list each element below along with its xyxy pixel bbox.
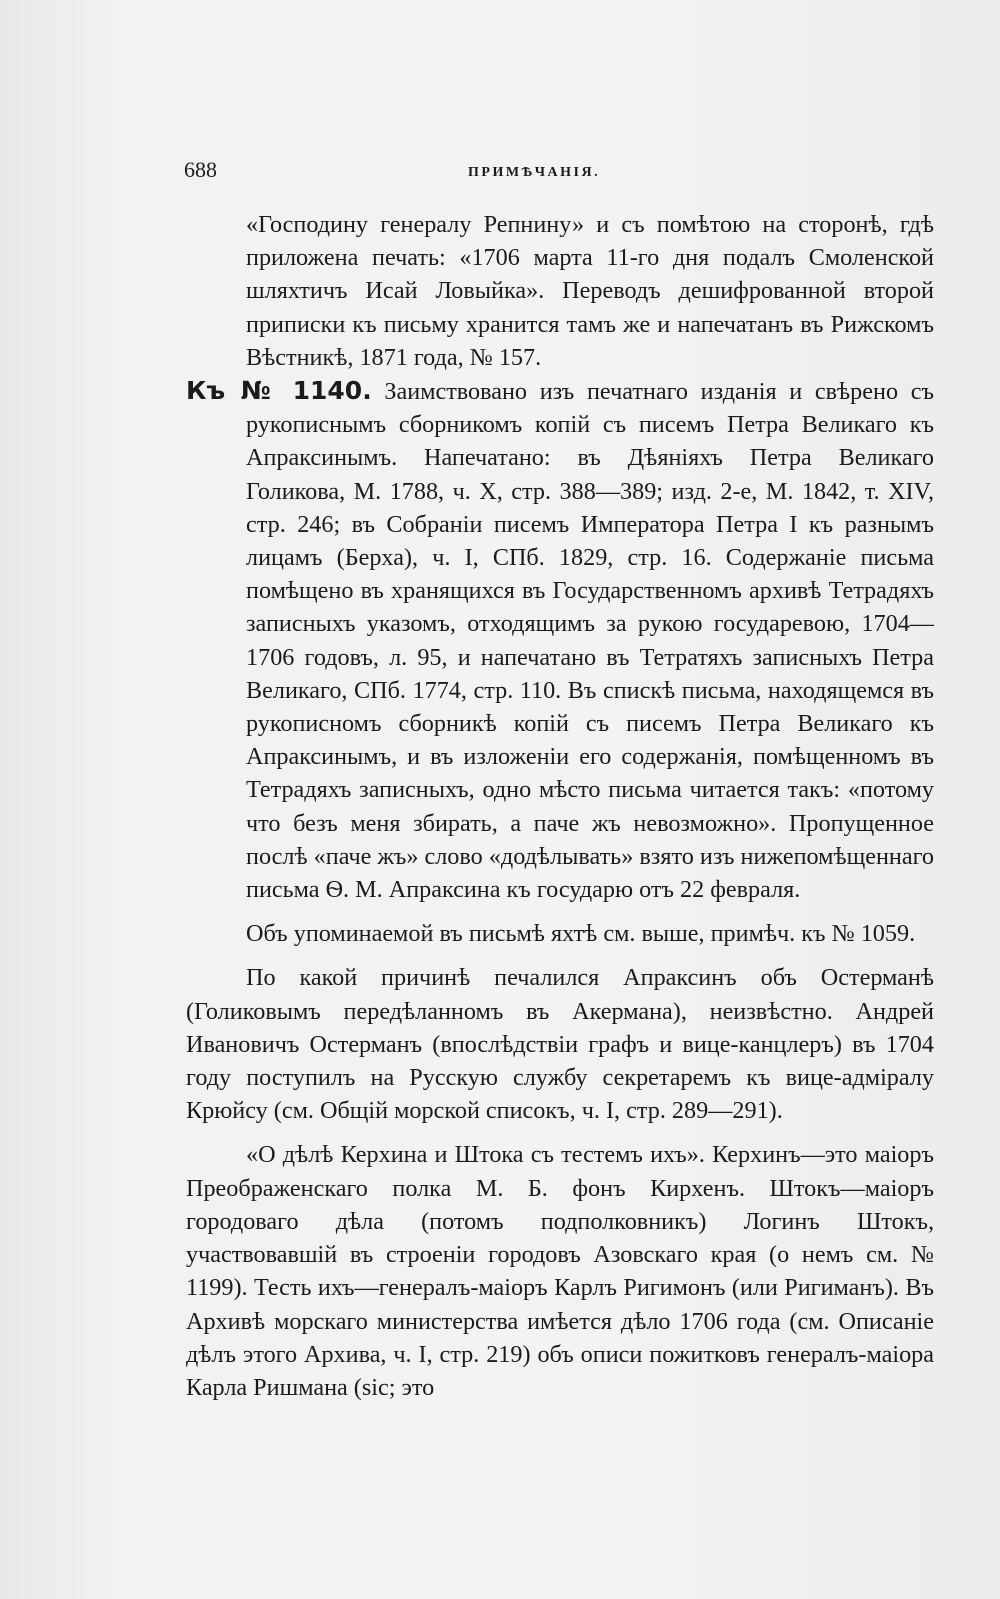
paragraph-text: По какой причинѣ печалился Апраксинъ объ Остерманѣ (Голиковымъ передѣланномъ въ Акермана), неизвѣстно. Андрей Ивановичъ Остерманъ (впослѣдствіи графъ и вице-канцлеръ) въ 1704 году поступилъ на Русскую службу секретаремъ къ вице-адміралу Крюйсу (см. Общій морской списокъ, ч. I, стр. 289—291). (186, 964, 934, 1125)
paragraph (186, 917, 934, 950)
body-text (186, 208, 934, 1404)
paragraph-text: «Господину генералу Репнину» и съ помѣтою на сторонѣ, гдѣ приложена печать: «1706 марта 11-го дня подалъ Смоленской шляхтичъ Исай Ловыйка». Переводъ дешифрованной второй приписки къ письму хранится тамъ же и напечатанъ въ Рижскомъ Вѣстникѣ, 1871 года, № 157. (246, 211, 934, 371)
note-reference: Къ № 1140. (186, 376, 372, 406)
paragraph-text: «О дѣлѣ Керхина и Штока съ тестемъ ихъ». Керхинъ—это маіоръ Преображенскаго полка М. Б. фонъ Кирхенъ. Штокъ—маіоръ городоваго дѣла (потомъ подполковникъ) Логинъ Штокъ, участвовавшій въ строеніи городовъ Азовскаго края (о немъ см. № 1199). Тесть ихъ—генералъ-маіоръ Карлъ Ригимонъ (или Ригиманъ). Въ Архивѣ морскаго министерства имѣется дѣло 1706 года (см. Описаніе дѣлъ этого Архива, ч. I, стр. 219) объ описи пожитковъ генералъ-маіора Карла Ришмана (sic; это (186, 1141, 934, 1401)
page-number: 688 (184, 157, 217, 182)
note-entry-1140 (186, 374, 934, 906)
page-header (184, 157, 934, 187)
paragraph-text: Заимствовано изъ печатнаго изданія и свѣрено съ рукописнымъ сборникомъ копій съ писемъ Петра Великаго къ Апраксинымъ. Напечатано: въ Дѣяніяхъ Петра Великаго Голикова, М. 1788, ч. X, стр. 388—389; изд. 2-е, М. 1842, т. XIV, стр. 246; въ Собраніи писемъ Императора Петра I къ разнымъ лицамъ (Берха), ч. I, СПб. 1829, стр. 16. Содержаніе письма помѣщено въ хранящихся въ Государственномъ архивѣ Тетрадяхъ записныхъ указомъ, отходящимъ за рукою государевою, 1704—1706 годовъ, л. 95, и напечатано въ Тетратяхъ записныхъ Петра Великаго, СПб. 1774, стр. 110. Въ спискѣ письма, находящемся въ рукописномъ сборникѣ копій съ писемъ Петра Великаго къ Апраксинымъ, и въ изложеніи его содержанія, помѣщенномъ въ Тетрадяхъ записныхъ, одно мѣсто письма читается такъ: «потому что безъ меня збирать, а паче жъ невозможно». Пропущенное послѣ «паче жъ» слово «додѣлывать» взято изъ нижепомѣщеннаго письма Ѳ. М. Апраксина къ государю отъ 22 февраля. (246, 378, 934, 904)
running-title: ПРИМѢЧАНІЯ. (468, 165, 601, 180)
paragraph (186, 961, 934, 1127)
paragraph-continuation (186, 208, 934, 374)
paragraph (186, 1138, 934, 1404)
paragraph-text: Объ упоминаемой въ письмѣ яхтѣ см. выше, примѣч. къ № 1059. (246, 920, 916, 948)
